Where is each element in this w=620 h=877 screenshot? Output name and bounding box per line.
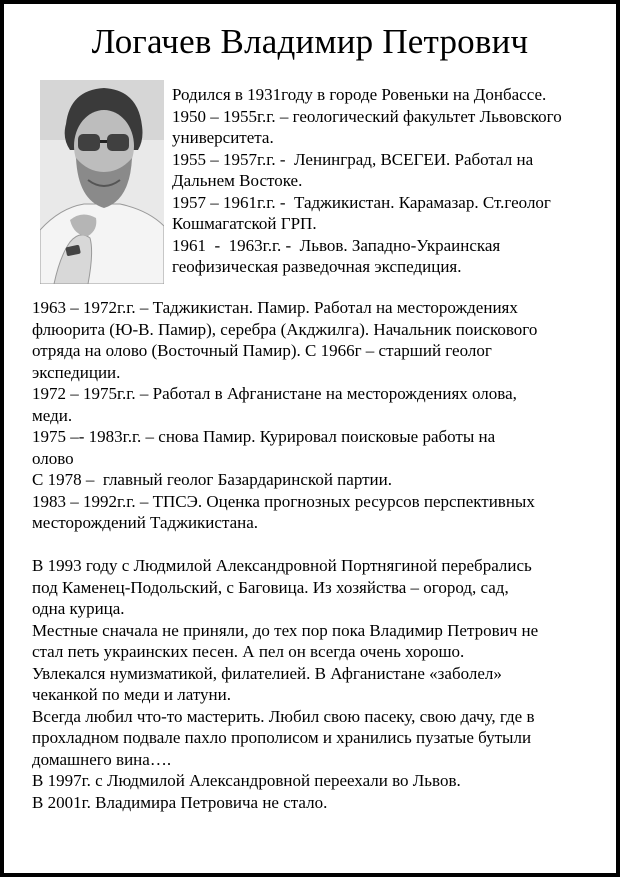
text-line: Всегда любил что-то мастерить. Любил свою пасеку, свою дачу, где в [32, 706, 535, 726]
bio-top-text [172, 84, 604, 278]
text-line: геофизическая разведочная экспедиция. [172, 257, 462, 276]
text-line: месторождений Таджикистана. [32, 513, 259, 532]
text-line: 1957 – 1961г.г. - Таджикистан. Карамазар. Ст.геолог [172, 192, 551, 212]
text-line: С 1978 – главный геолог Базардаринской партии. [32, 470, 392, 489]
text-line: домашнего вина…. [32, 749, 172, 769]
text-line: В 2001г. Владимира Петровича не стало. [32, 792, 328, 812]
text-line: 1961 - 1963г.г. - Львов. Западно-Украинская [172, 235, 501, 255]
text-line: олово [32, 448, 74, 468]
text-line: прохладном подвале пахло прополисом и хранились пузатые бутыли [32, 728, 532, 747]
text-line: Кошмагатской ГРП. [172, 214, 317, 233]
bio-main-text [32, 297, 604, 813]
text-line: университета. [172, 128, 274, 147]
text-line: Дальнем Востоке. [172, 171, 303, 190]
text-line: одна курица. [32, 599, 125, 618]
page-title: Логачев Владимир Петрович [91, 22, 529, 61]
text-line: В 1997г. с Людмилой Александровной переехали во Львов. [32, 771, 461, 790]
portrait-image [40, 80, 164, 284]
text-line: стал петь украинских песен. А пел он всегда очень хорошо. [32, 642, 465, 661]
text-line: 1963 – 1972г.г. – Таджикистан. Памир. Работал на месторождениях [32, 298, 518, 317]
document-page [4, 4, 616, 873]
text-line: 1950 – 1955г.г. – геологический факультет Львовского [172, 106, 562, 126]
text-line: Местные сначала не приняли, до тех пор пока Владимир Петрович не [32, 620, 539, 640]
text-line: 1955 – 1957г.г. - Ленинград, ВСЕГЕИ. Работал на [172, 149, 534, 169]
text-line: под Каменец-Подольский, с Баговица. Из хозяйства – огород, сад, [32, 577, 509, 597]
text-line: экспедиции. [32, 362, 121, 382]
portrait-photo [40, 80, 164, 284]
text-line: 1972 – 1975г.г. – Работал в Афганистане на месторождениях олова, [32, 384, 517, 403]
paragraph-gap [32, 534, 604, 556]
text-line: 1983 – 1992г.г. – ТПСЭ. Оценка прогнозных ресурсов перспективных [32, 491, 535, 511]
text-line: меди. [32, 405, 73, 425]
text-line: отряда на олово (Восточный Памир). С 1966г – старший геолог [32, 341, 492, 360]
text-line: 1975 –- 1983г.г. – снова Памир. Курировал поисковые работы на [32, 427, 496, 446]
text-line: флюорита (Ю-В. Памир), серебра (Акджилга). Начальник поискового [32, 319, 538, 339]
text-line: Родился в 1931году в городе Ровеньки на Донбассе. [172, 85, 547, 104]
text-line: чеканкой по меди и латуни. [32, 685, 231, 704]
text-line: Увлекался нумизматикой, филателией. В Афганистане «заболел» [32, 663, 502, 683]
text-line: В 1993 году с Людмилой Александровной Портнягиной перебрались [32, 556, 532, 575]
